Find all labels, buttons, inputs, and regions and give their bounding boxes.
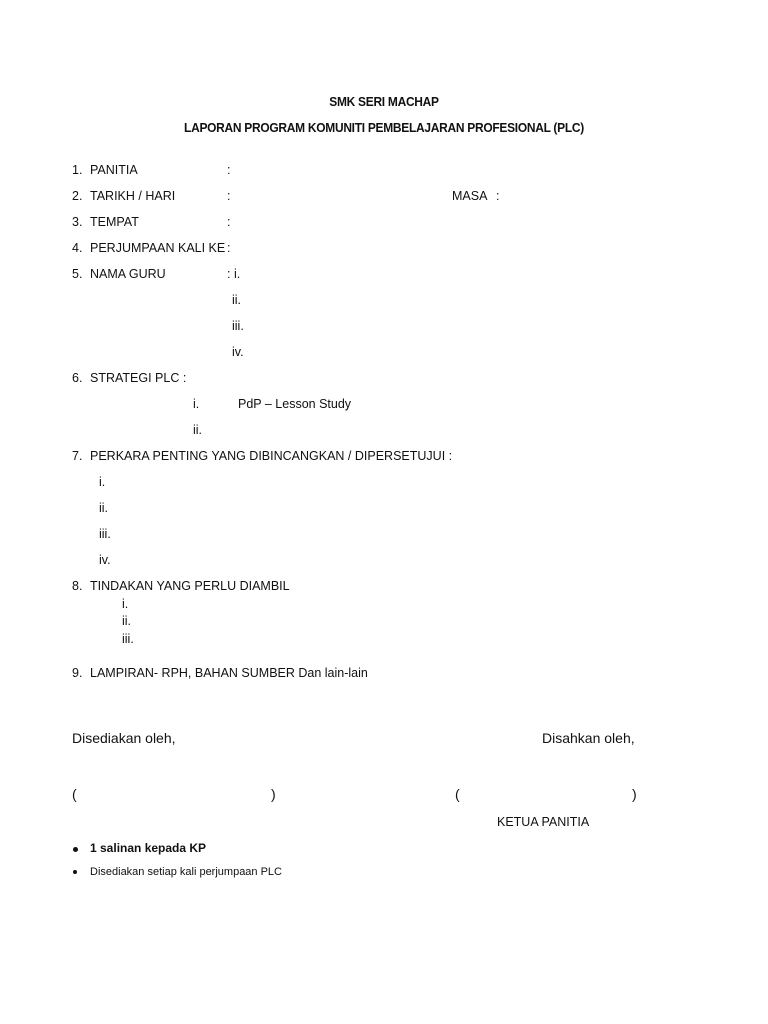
field-2-number: 2.: [72, 189, 83, 203]
strategy-item-1-text: PdP – Lesson Study: [238, 397, 352, 411]
field-1-number: 1.: [72, 163, 83, 177]
field-5-colon-item-1: : i.: [227, 267, 241, 281]
guru-item-4: iv.: [232, 345, 244, 359]
field-3-colon: :: [227, 215, 231, 229]
field-5-number: 5.: [72, 267, 83, 281]
field-4-colon: :: [227, 241, 231, 255]
field-6-number: 6.: [72, 371, 83, 385]
strategy-item-2-roman: ii.: [193, 423, 203, 437]
discussion-item-1: i.: [99, 475, 106, 489]
approved-by-label: Disahkan oleh,: [542, 730, 635, 746]
guru-item-3: iii.: [232, 319, 244, 333]
note-1-text: 1 salinan kepada KP: [90, 841, 207, 855]
field-2-label: TARIKH / HARI: [90, 189, 176, 203]
field-3-label: TEMPAT: [90, 215, 139, 229]
action-item-3: iii.: [122, 632, 134, 646]
approver-paren-close: ): [632, 786, 637, 802]
note-2-text: Disediakan setiap kali perjumpaan PLC: [90, 866, 282, 878]
field-8-number: 8.: [72, 579, 83, 593]
field-7-number: 7.: [72, 449, 83, 463]
discussion-item-4: iv.: [99, 553, 111, 567]
school-name: SMK SERI MACHAP: [329, 94, 439, 109]
strategy-item-1-roman: i.: [193, 397, 200, 411]
prepared-by-label: Disediakan oleh,: [72, 730, 176, 746]
field-9-label: LAMPIRAN- RPH, BAHAN SUMBER Dan lain-lain: [90, 666, 368, 680]
field-1-label: PANITIA: [90, 163, 138, 177]
field-8-label: TINDAKAN YANG PERLU DIAMBIL: [90, 579, 290, 593]
action-item-2: ii.: [122, 614, 132, 628]
masa-colon: :: [496, 189, 500, 203]
preparer-paren-open: (: [72, 786, 77, 802]
field-4-label: PERJUMPAAN KALI KE: [90, 241, 226, 255]
field-7-label: PERKARA PENTING YANG DIBINCANGKAN / DIPERSETUJUI :: [90, 449, 453, 463]
field-1-colon: :: [227, 163, 231, 177]
field-3-number: 3.: [72, 215, 83, 229]
preparer-paren-close: ): [271, 786, 276, 802]
approver-title: KETUA PANITIA: [497, 815, 590, 829]
discussion-item-2: ii.: [99, 501, 109, 515]
field-9-number: 9.: [72, 666, 83, 680]
field-2-colon: :: [227, 189, 231, 203]
masa-label: MASA: [452, 189, 488, 203]
note-2-bullet: [73, 870, 77, 874]
note-1-bullet: [73, 847, 78, 852]
action-item-1: i.: [122, 597, 129, 611]
report-title: LAPORAN PROGRAM KOMUNITI PEMBELAJARAN PROFESIONAL (PLC): [184, 120, 584, 135]
field-4-number: 4.: [72, 241, 83, 255]
field-5-label: NAMA GURU: [90, 267, 166, 281]
field-6-label: STRATEGI PLC :: [90, 371, 187, 385]
guru-item-2: ii.: [232, 293, 242, 307]
approver-paren-open: (: [455, 786, 460, 802]
discussion-item-3: iii.: [99, 527, 111, 541]
